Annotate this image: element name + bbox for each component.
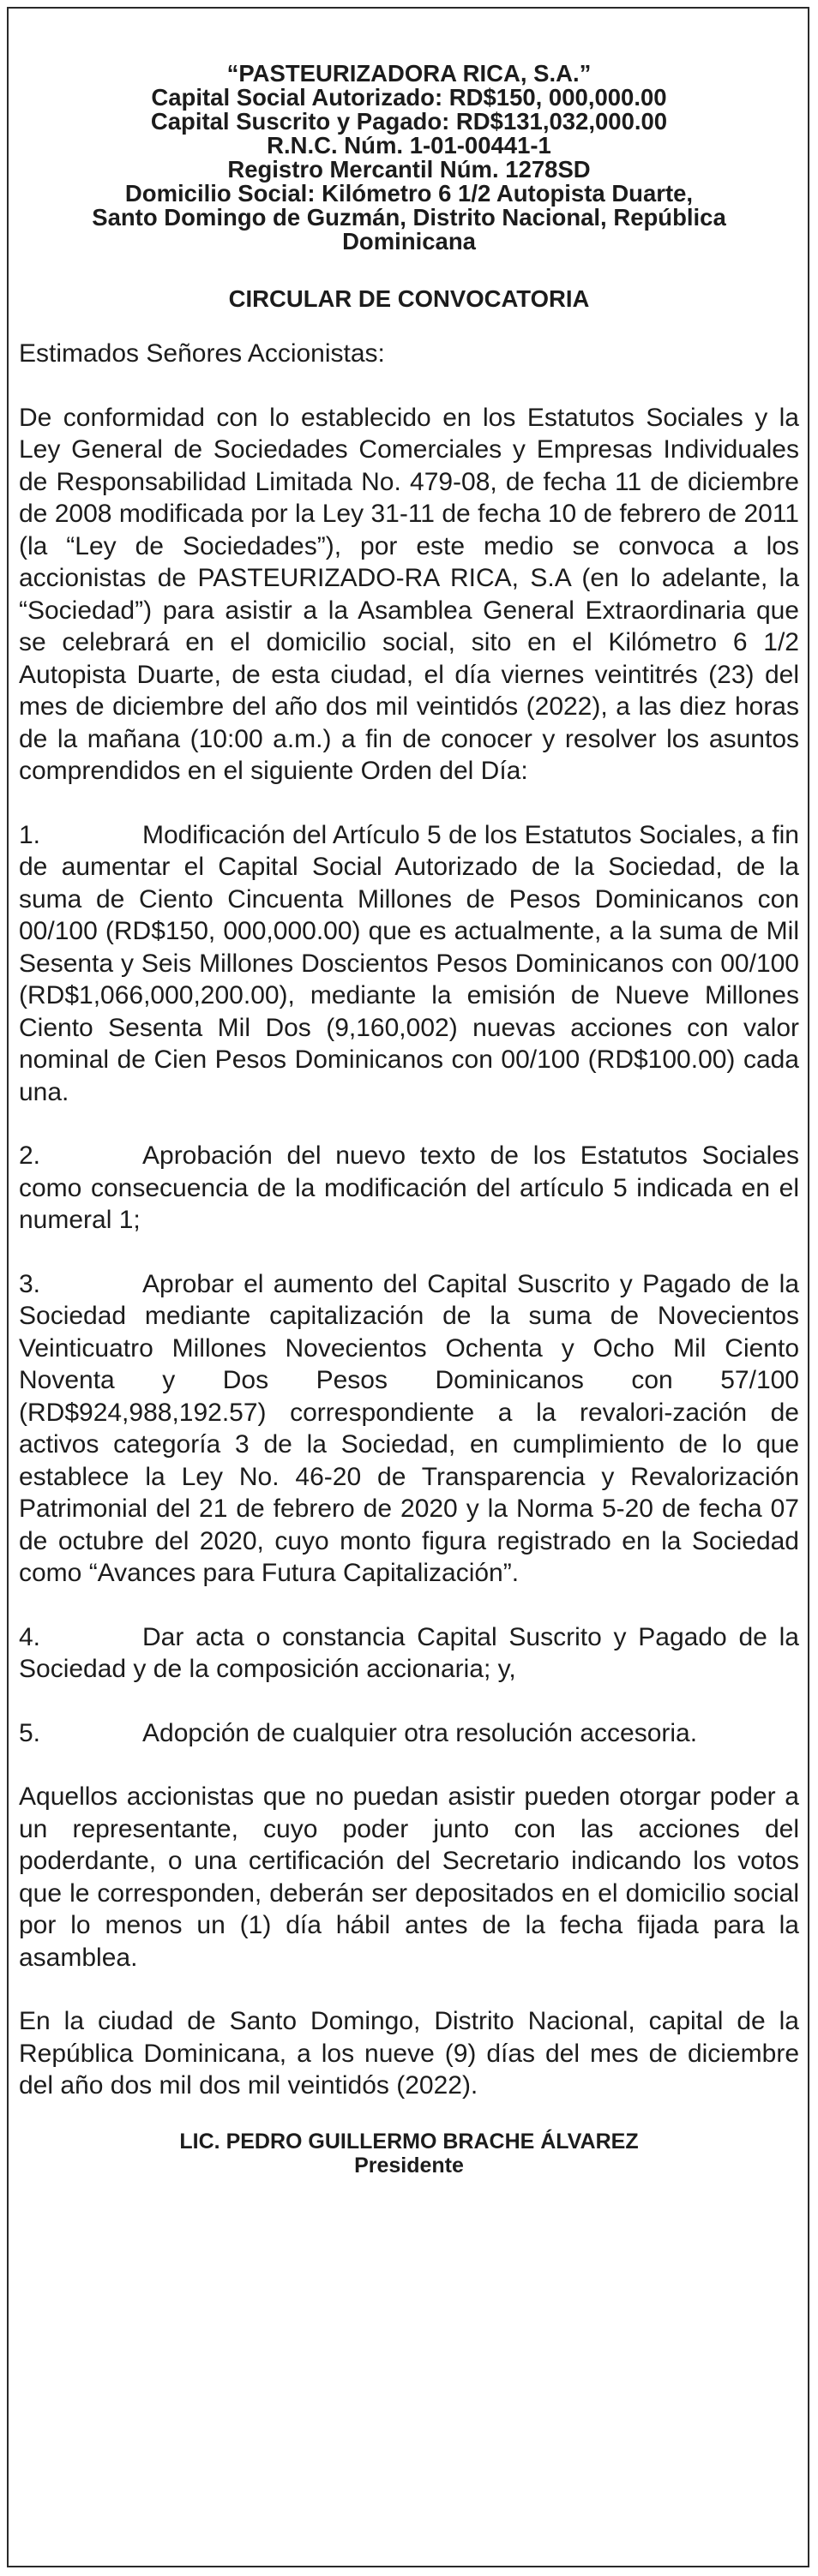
agenda-item-number: 4. [19, 1622, 41, 1651]
proxy-paragraph: Aquellos accionistas que no puedan asistir pueden otorgar poder a un representante, cuyo poder junto con las acciones del poderdante, o una certificación del Secretario indicando los votos que le corresponden, deberán ser depositados en el domicilio social por lo menos un (1) día hábil antes de la fecha fijada para la asamblea. [19, 1782, 799, 1972]
agenda-item-5 [19, 1717, 799, 1750]
closing-paragraph: En la ciudad de Santo Domingo, Distrito Nacional, capital de la República Dominicana, a los nueve (9) días del mes de diciembre del año dos mil dos mil veintidós (2022). [19, 2007, 799, 2100]
domicile-line-2: Santo Domingo de Guzmán, Distrito Nacional, República [92, 204, 726, 231]
domicile-line-3: Dominicana [342, 228, 476, 255]
signatory-name: LIC. PEDRO GUILLERMO BRACHE ÁLVAREZ [179, 2129, 639, 2154]
commercial-registry: Registro Mercantil Núm. 1278SD [227, 156, 591, 183]
agenda-item-text: Aprobar el aumento del Capital Suscrito y Pagado de la Sociedad mediante capitalización de la suma de Novecientos Veinticuatro Millones Novecientos Ochenta y Ocho Mil Ciento Noventa y Dos Pesos Dominicanos con 57/100 (RD$924,988,192.57) correspondiente a la revalori-zación de activos categoría 3 de la Sociedad, en cumplimiento de lo que establece la Ley No. 46-20 de Transparencia y Revalorización Patrimonial del 21 de febrero de 2020 y la Norma 5-20 de fecha 07 de octubre del 2020, cuyo monto figura registrado en la Sociedad como “Avances para Futura Capitalización”. [19, 1269, 799, 1587]
agenda-item-text: Aprobación del nuevo texto de los Estatutos Sociales como consecuencia de la modificación del artículo 5 indicada en el numeral 1; [19, 1141, 799, 1234]
signature-block [19, 2130, 799, 2178]
subscribed-capital: Capital Suscrito y Pagado: RD$131,032,000.00 [150, 108, 668, 135]
agenda-item-text: Adopción de cualquier otra resolución accesoria. [142, 1718, 698, 1747]
greeting: Estimados Señores Accionistas: [19, 339, 385, 368]
agenda-item-number: 3. [19, 1269, 41, 1298]
agenda-item-number: 2. [19, 1141, 41, 1170]
company-header [19, 62, 799, 254]
agenda-item-4 [19, 1621, 799, 1686]
agenda-item-number: 5. [19, 1718, 41, 1747]
company-name: “PASTEURIZADORA RICA, S.A.” [226, 60, 592, 87]
agenda-item-text: Dar acta o constancia Capital Suscrito y Pagado de la Sociedad y de la composición accionaria; y, [19, 1622, 799, 1683]
intro-paragraph: De conformidad con lo establecido en los Estatutos Sociales y la Ley General de Sociedades Comerciales y Empresas Individuales de Responsabilidad Limitada No. 479-08, de fecha 11 de diciembre de 2008 modificada por la Ley 31-11 de fecha 10 de febrero de 2011 (la “Ley de Sociedades”), por este medio se convoca a los accionistas de PASTEURIZADO-RA RICA, S.A (en lo adelante, la “Sociedad”) para asistir a la Asamblea General Extraordinaria que se celebrará en el domicilio social, sito en el Kilómetro 6 1/2 Autopista Duarte, de esta ciudad, el día viernes veintitrés (23) del mes de diciembre del año dos mil veintidós (2022), a las diez horas de la mañana (10:00 a.m.) a fin de conocer y resolver los asuntos comprendidos en el siguiente Orden del Día: [19, 403, 799, 785]
agenda-item-text: Modificación del Artículo 5 de los Estatutos Sociales, a fin de aumentar el Capital Social Autorizado de la Sociedad, de la suma de Ciento Cincuenta Millones de Pesos Dominicanos con 00/100 (RD$150, 000,000.00) que es actualmente, a la suma de Mil Sesenta y Seis Millones Doscientos Pesos Dominicanos con 00/100 (RD$1,066,000,200.00), mediante la emisión de Nueve Millones Ciento Sesenta Mil Dos (9,160,002) nuevas acciones con valor nominal de Cien Pesos Dominicanos con 00/100 (RD$100.00) cada una. [19, 820, 799, 1106]
rnc-number: R.N.C. Núm. 1-01-00441-1 [267, 132, 551, 159]
convocation-notice [19, 62, 799, 2178]
authorized-capital: Capital Social Autorizado: RD$150, 000,000.00 [151, 84, 667, 111]
agenda-item-2 [19, 1140, 799, 1237]
document-title: CIRCULAR DE CONVOCATORIA [228, 285, 590, 312]
agenda-item-number: 1. [19, 820, 41, 849]
agenda-item-1 [19, 819, 799, 1109]
signatory-role: Presidente [354, 2153, 464, 2178]
domicile-line-1: Domicilio Social: Kilómetro 6 1/2 Autopista Duarte, [124, 180, 694, 207]
agenda-item-3 [19, 1268, 799, 1590]
